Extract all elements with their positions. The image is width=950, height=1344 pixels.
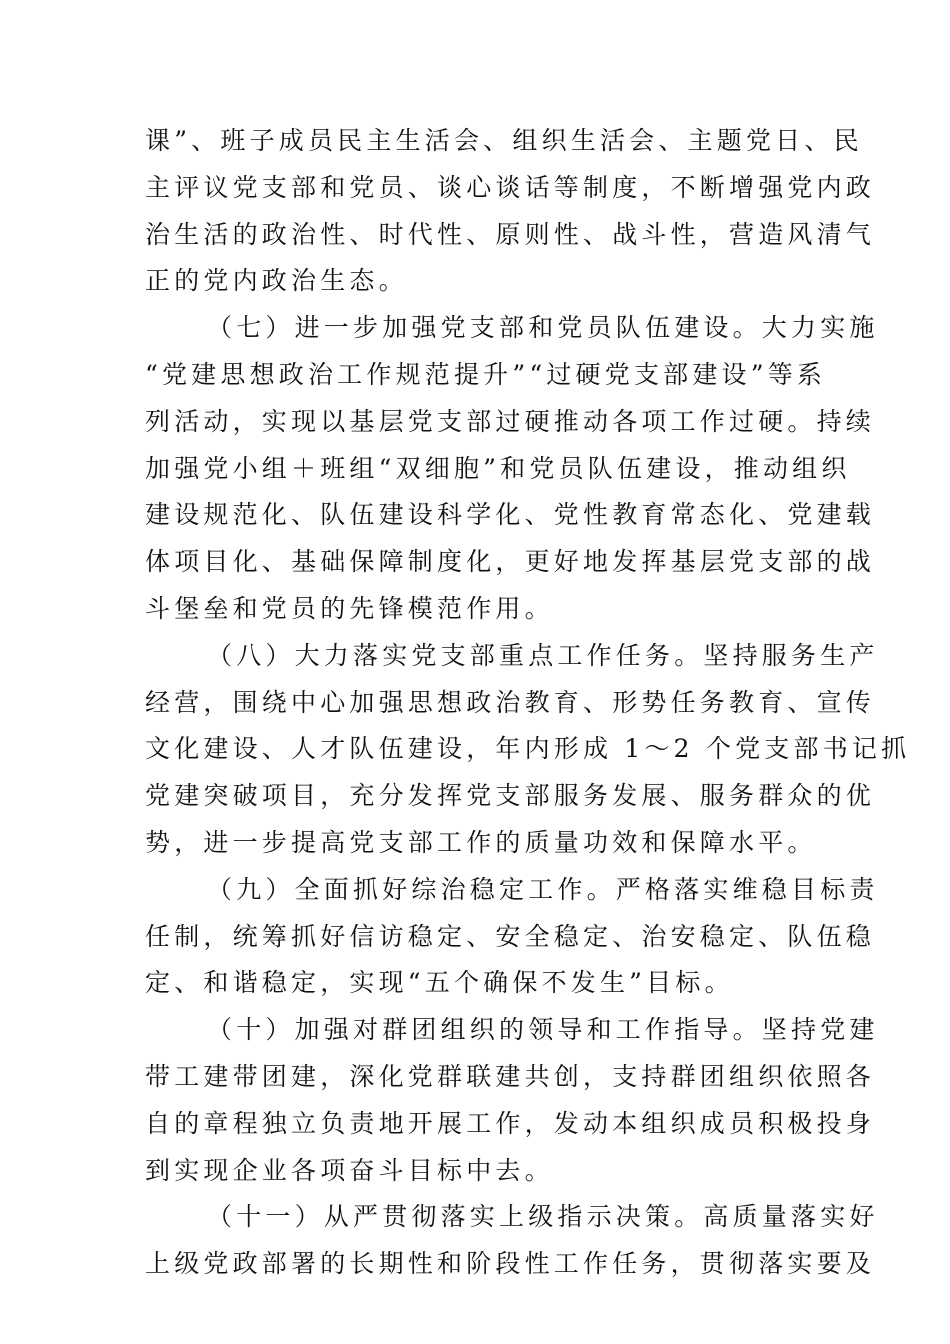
text-line: 经营，围绕中心加强思想政治教育、形势任务教育、宣传	[145, 687, 876, 717]
para-continuation	[145, 118, 876, 305]
text-line: （十）加强对群团组织的领导和工作指导。坚持党建	[207, 1015, 879, 1045]
para-11	[145, 1194, 879, 1288]
text-line: 建设规范化、队伍建设科学化、党性教育常态化、党建载	[145, 500, 876, 530]
text-line: （九）全面抓好综治稳定工作。严格落实维稳目标责	[207, 874, 879, 904]
text-line: 正的党内政治生态。	[145, 266, 408, 296]
text-line: 加强党小组＋班组“双细胞”和党员队伍建设，推动组织	[145, 453, 851, 483]
text-line: 体项目化、基础保障制度化，更好地发挥基层党支部的战	[145, 547, 876, 577]
text-line: 斗堡垒和党员的先锋模范作用。	[145, 593, 554, 623]
text-line: 上级党政部署的长期性和阶段性工作任务，贯彻落实要及	[145, 1249, 876, 1279]
text-line: “党建思想政治工作规范提升”“过硬党支部建设”等系	[145, 359, 827, 389]
text-line: 自的章程独立负责地开展工作，发动本组织成员积极投身	[145, 1108, 876, 1138]
text-line: 到实现企业各项奋斗目标中去。	[145, 1155, 554, 1185]
text-line: （十一）从严贯彻落实上级指示决策。高质量落实好	[207, 1202, 879, 1232]
text-line: 列活动，实现以基层党支部过硬推动各项工作过硬。持续	[145, 406, 876, 436]
para-7	[145, 305, 879, 633]
text-line: 治生活的政治性、时代性、原则性、战斗性，营造风清气	[145, 219, 876, 249]
text-line: 定、和谐稳定，实现“五个确保不发生”目标。	[145, 968, 734, 998]
text-line: 课”、班子成员民主生活会、组织生活会、主题党日、民	[145, 126, 863, 155]
text-line: 带工建带团建，深化党群联建共创，支持群团组织依照各	[145, 1061, 876, 1091]
text-line: （七）进一步加强党支部和党员队伍建设。大力实施	[207, 313, 879, 343]
text-line: 势，进一步提高党支部工作的质量功效和保障水平。	[145, 827, 817, 857]
text-line: 主评议党支部和党员、谈心谈话等制度，不断增强党内政	[145, 172, 876, 202]
para-9	[145, 867, 879, 1007]
text-line: 党建突破项目，充分发挥党支部服务发展、服务群众的优	[145, 781, 876, 811]
para-8	[145, 633, 911, 867]
text-line: 文化建设、人才队伍建设，年内形成 1～2 个党支部书记抓	[145, 734, 911, 764]
text-line: 任制，统筹抓好信访稳定、安全稳定、治安稳定、队伍稳	[145, 921, 876, 951]
para-10	[145, 1007, 879, 1194]
text-line: （八）大力落实党支部重点工作任务。坚持服务生产	[207, 640, 879, 670]
document-page	[145, 118, 911, 1288]
